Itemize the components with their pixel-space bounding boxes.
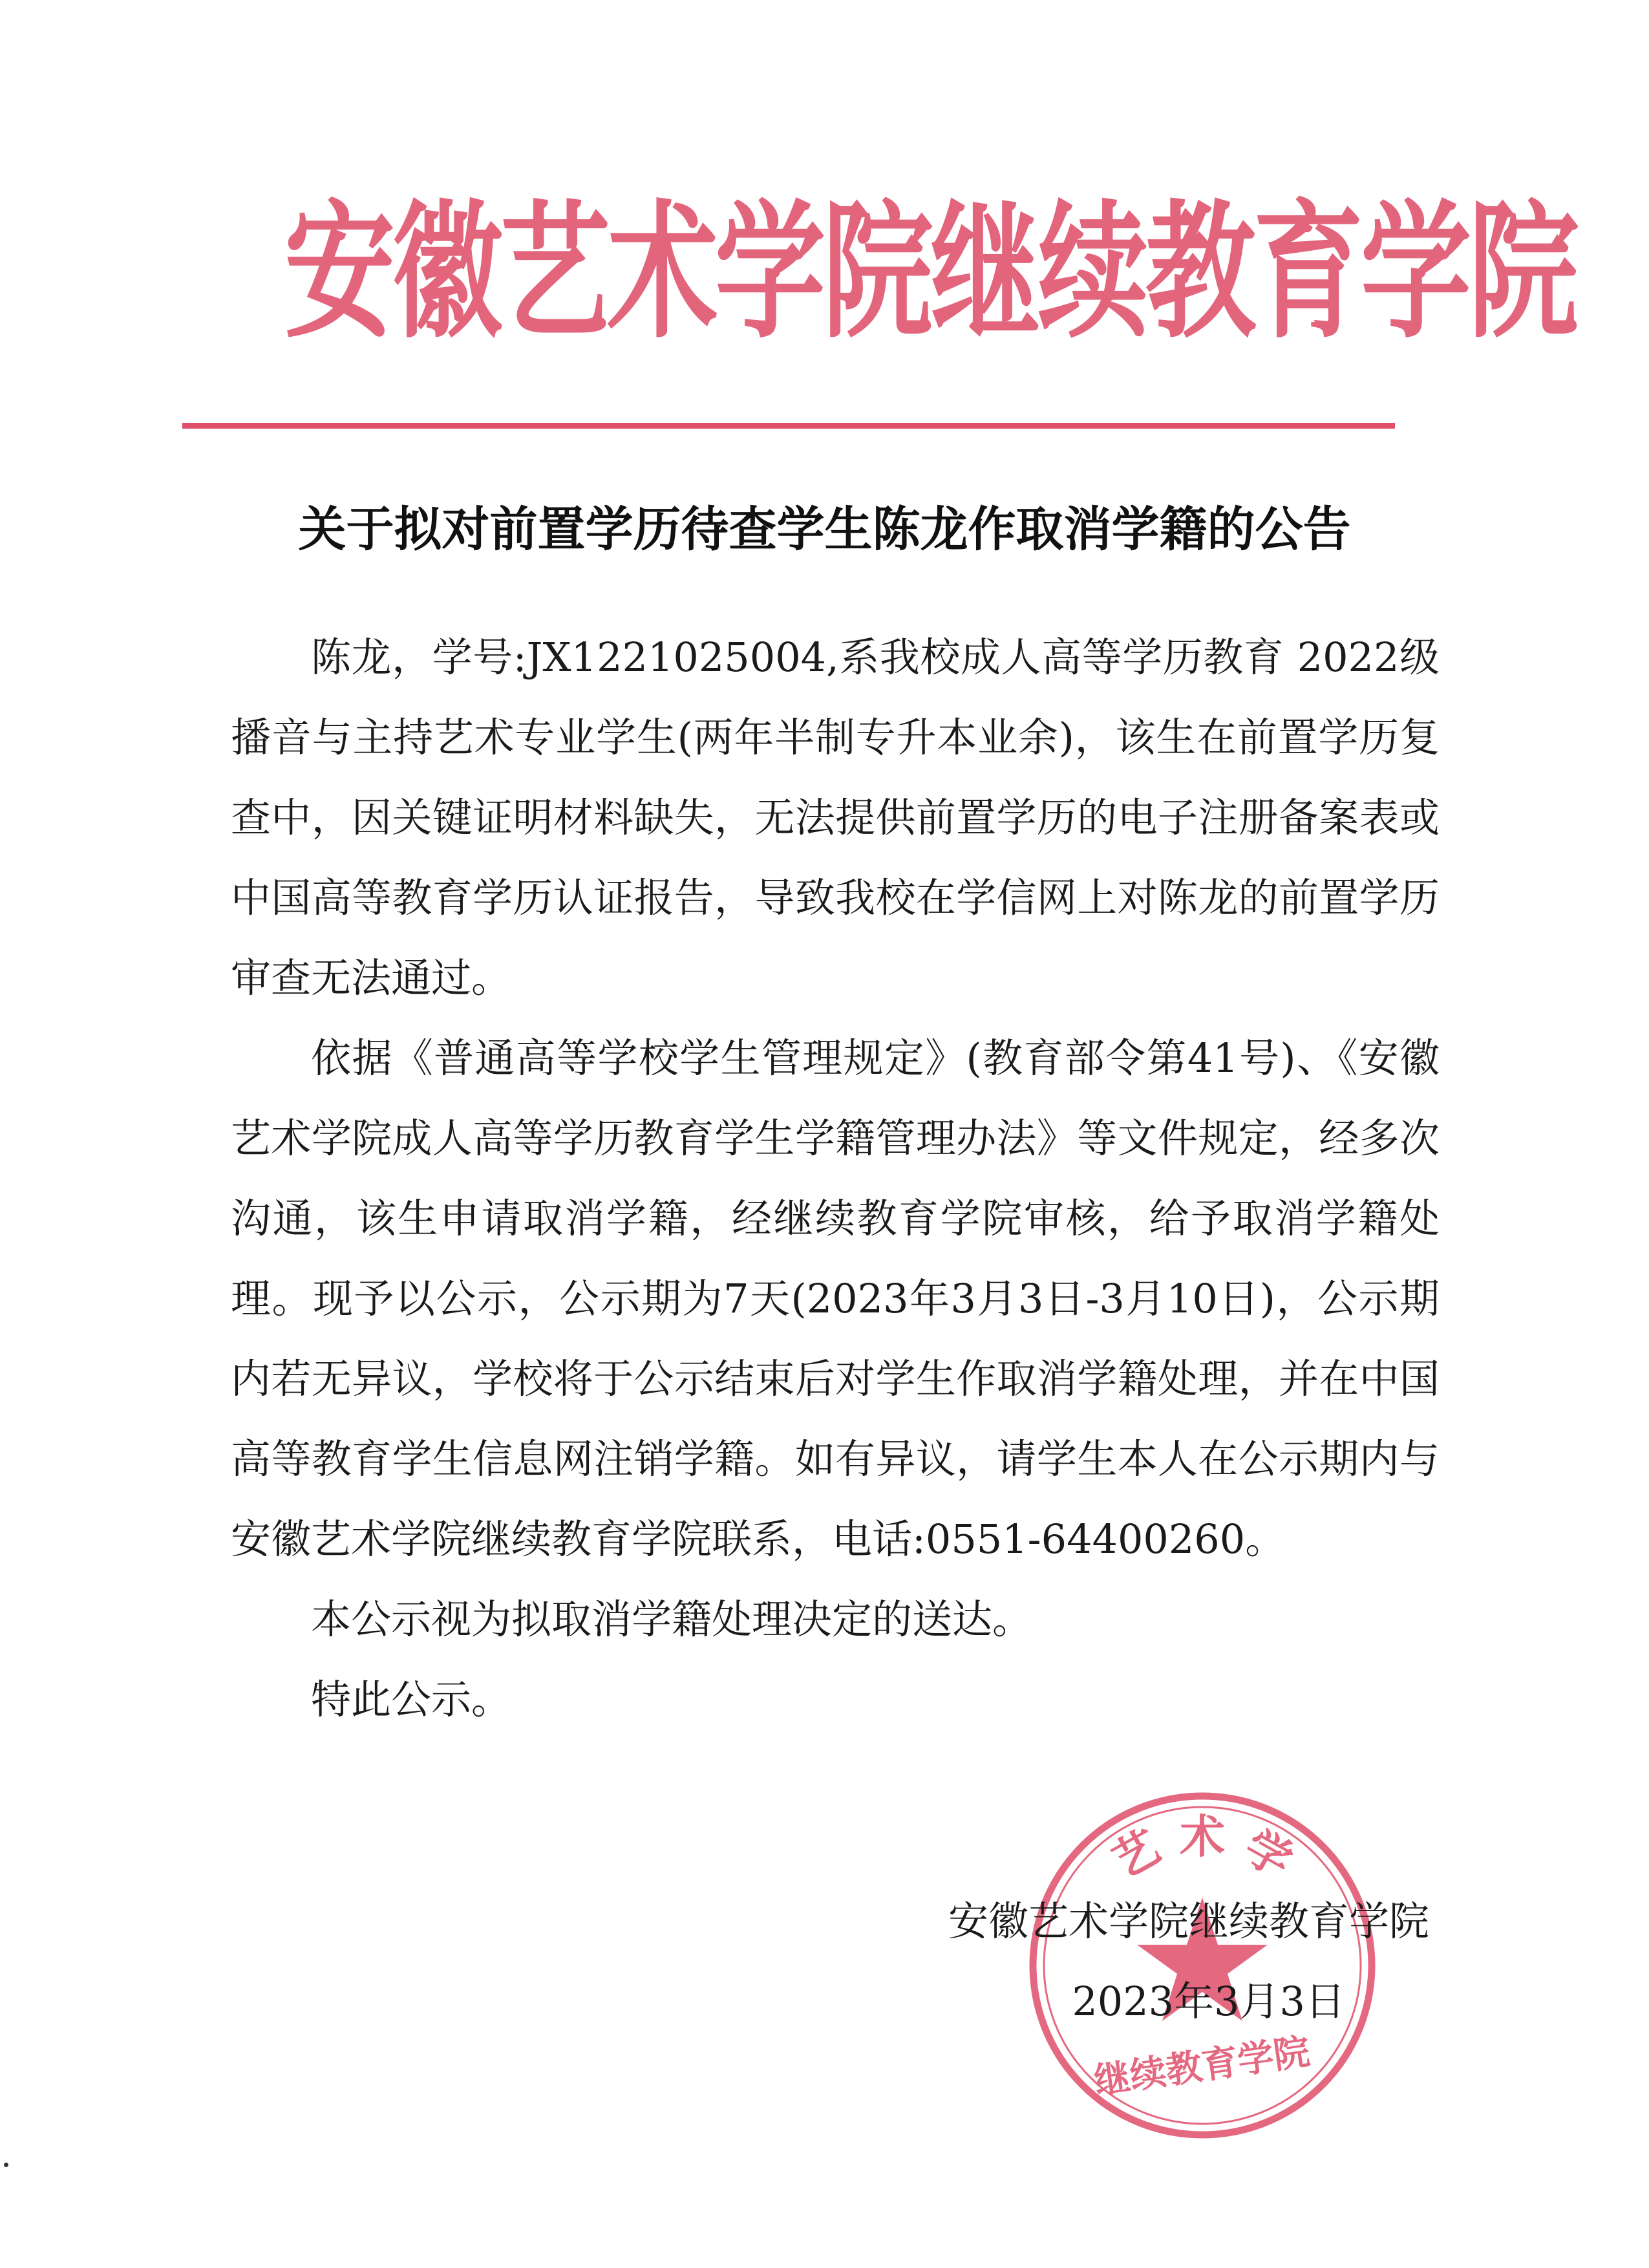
paragraph-2: 依据《普通高等学校学生管理规定》(教育部令第41号)、《安徽艺术学院成人高等学历教育学生学籍管理办法》等文件规定，经多次沟通，该生申请取消学籍，经继续教育学院审核，给予取消学籍处理。现予以公示，公示期为7天(2023年3月3日-3月10日)，公示期内若无异议，学校将于公示结束后对学生作取消学籍处理，并在中国高等教育学生信息网注销学籍。如有异议，请学生本人在公示期内与安徽艺术学院继续教育学院联系，电话:0551-64400260。 [231,1034,1440,1563]
document-title: 关于拟对前置学历待查学生陈龙作取消学籍的公告 [298,502,1351,557]
document-body [231,617,1440,1740]
paragraph-4: 特此公示。 [311,1676,512,1723]
svg-text:艺 术 学 [1103,1810,1301,1888]
signature-organization: 安徽艺术学院继续教育学院 [948,1898,1429,1945]
letterhead-title: 安徽艺术学院继续教育学院 [284,185,1576,358]
seal-bottom-text: 继续教育学院 [1091,2029,1313,2103]
signature-block [948,1881,1429,2042]
letterhead-divider [182,423,1395,429]
paragraph-3: 本公示视为拟取消学籍处理决定的送达。 [311,1596,1033,1643]
seal-top-text: 艺 术 学 [1103,1810,1302,1888]
signature-date: 2023年3月3日 [1072,1978,1345,2025]
scan-speck [4,2163,8,2167]
paragraph-1: 陈龙，学号:JX1221025004,系我校成人高等学历教育 2022级播音与主持艺术专业学生(两年半制专升本业余)，该生在前置学历复查中，因关键证明材料缺失，无法提供前置学历的电子注册备案表或中国高等教育学历认证报告，导致我校在学信网上对陈龙的前置学历审查无法通过。 [231,634,1440,1001]
